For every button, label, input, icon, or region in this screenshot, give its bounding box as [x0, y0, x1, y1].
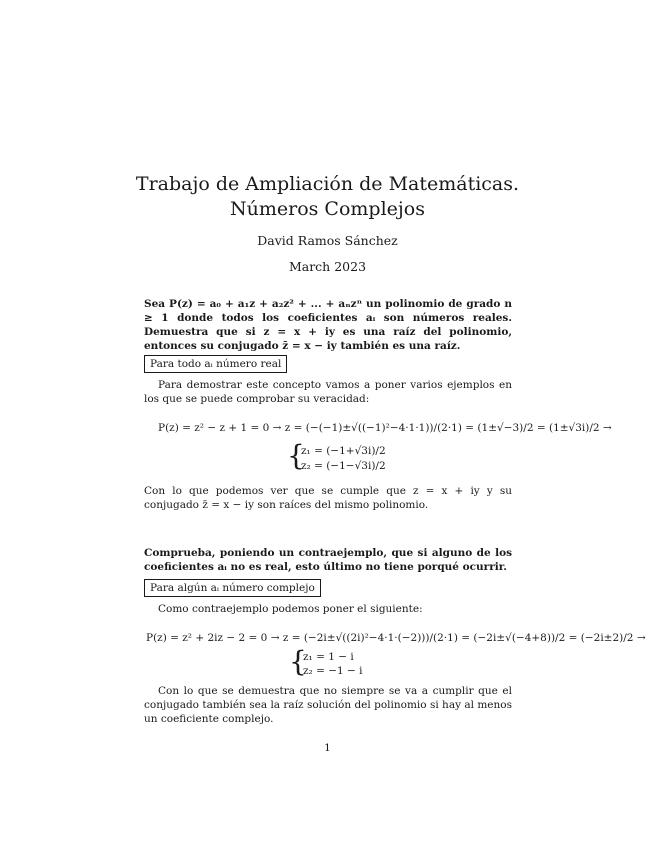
problem2-box-label: Para algún aᵢ número complejo: [144, 579, 321, 597]
problem2-statement: Comprueba, poniendo un contraejemplo, que si alguno de los coeficientes aᵢ no es real, esto último no tiene porqué ocurrir.: [144, 547, 512, 573]
problem1-equation: P(z) = z² − z + 1 = 0 → z = (−(−1)±√((−1)²−4·1·1))/(2·1) = (1±√−3)/2 = (1±√3i)/2 →: [158, 422, 612, 434]
date: March 2023: [288, 259, 367, 274]
problem2-root2: z₂ = −1 − i: [303, 665, 363, 677]
problem1-intro: Para demostrar este concepto vamos a poner varios ejemplos en los que se puede comprobar su veracidad:: [144, 379, 512, 405]
problem2-root1: z₁ = 1 − i: [303, 651, 354, 663]
problem1-root2: z₂ = (−1−√3i)/2: [301, 460, 386, 472]
cases-brace: {: [287, 439, 305, 472]
page-number: 1: [324, 742, 331, 754]
problem2-intro: Como contraejemplo podemos poner el siguiente:: [158, 603, 423, 615]
document-title-line1: Trabajo de Ampliación de Matemáticas.: [135, 173, 520, 195]
problem1-conclusion: Con lo que podemos ver que se cumple que z = x + iy y su conjugado z̄ = x − iy son raíces del mismo polinomio.: [144, 485, 512, 511]
problem1-statement: Sea P(z) = a₀ + a₁z + a₂z² + ... + aₙzⁿ un polinomio de grado n ≥ 1 donde todos los coeficientes aᵢ son números reales. Demuestra que si z = x + iy es una raíz del polinomio, entonces su conjugado z̄ = x − iy también es una raíz.: [144, 298, 512, 352]
document-title-line2: Números Complejos: [230, 198, 425, 220]
problem2-conclusion: Con lo que se demuestra que no siempre se va a cumplir que el conjugado también sea la raíz solución del polinomio si hay al menos un coeficiente complejo.: [144, 685, 512, 725]
problem1-root1: z₁ = (−1+√3i)/2: [301, 445, 386, 457]
problem2-equation: P(z) = z² + 2iz − 2 = 0 → z = (−2i±√((2i)²−4·1·(−2)))/(2·1) = (−2i±√(−4+8))/2 = (−2i±2)/2 →: [146, 632, 646, 644]
author: David Ramos Sánchez: [257, 233, 398, 248]
cases-brace: {: [289, 645, 307, 678]
problem1-box-label: Para todo aᵢ número real: [144, 355, 287, 373]
